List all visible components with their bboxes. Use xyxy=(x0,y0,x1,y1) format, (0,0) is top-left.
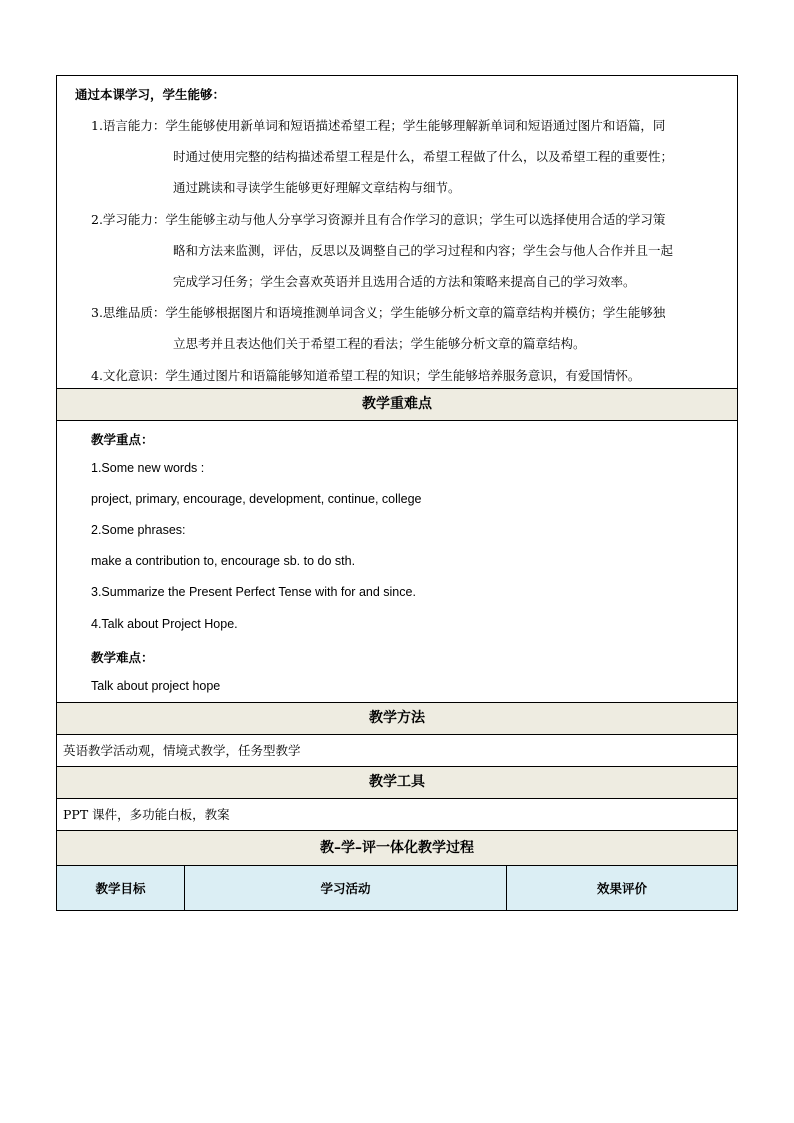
focus-header: 教学重难点 xyxy=(56,388,738,420)
difficult-point: Talk about project hope xyxy=(91,679,221,693)
focus-item: 2.Some phrases: xyxy=(91,523,186,537)
goal-line: 1.语言能力：学生能够使用新单词和短语描述希望工程；学生能够理解新单词和短语通过图片和语篇，同 xyxy=(91,118,666,133)
focus-section xyxy=(56,420,738,702)
tools-text: PPT 课件，多功能白板，教案 xyxy=(56,798,738,830)
goal-line: 2.学习能力：学生能够主动与他人分享学习资源并且有合作学习的意识；学生可以选择使用合适的学习策 xyxy=(91,212,666,227)
method-text: 英语教学活动观，情境式教学，任务型教学 xyxy=(56,734,738,766)
process-header: 教–学–评一体化教学过程 xyxy=(56,830,738,865)
focus-item: 3.Summarize the Present Perfect Tense with for and since. xyxy=(91,585,416,599)
goal-line: 完成学习任务；学生会喜欢英语并且选用合适的方法和策略来提高自己的学习效率。 xyxy=(173,274,636,289)
goal-line: 时通过使用完整的结构描述希望工程是什么，希望工程做了什么，以及希望工程的重要性； xyxy=(173,149,674,164)
learning-goals-section xyxy=(56,75,738,388)
goal-line: 略和方法来监测，评估，反思以及调整自己的学习过程和内容；学生会与他人合作并且一起 xyxy=(173,243,674,258)
focus-item: 4.Talk about Project Hope. xyxy=(91,617,238,631)
lesson-plan-table xyxy=(56,75,738,911)
goal-line: 通过跳读和寻读学生能够更好理解文章结构与细节。 xyxy=(173,180,461,195)
goal-line: 3.思维品质：学生能够根据图片和语境推测单词含义；学生能够分析文章的篇章结构并模仿；学生能够独 xyxy=(91,305,666,320)
method-header: 教学方法 xyxy=(56,702,738,734)
process-column-headers xyxy=(56,865,738,911)
goal-line: 立思考并且表达他们关于希望工程的看法；学生能够分析文章的篇章结构。 xyxy=(173,336,586,351)
column-header: 教学目标 xyxy=(57,866,185,910)
tools-header: 教学工具 xyxy=(56,766,738,798)
column-header: 学习活动 xyxy=(185,866,507,910)
goals-intro: 通过本课学习，学生能够： xyxy=(75,87,226,102)
difficult-points-label: 教学难点： xyxy=(91,650,154,665)
focus-item: make a contribution to, encourage sb. to do sth. xyxy=(91,554,356,568)
column-header: 效果评价 xyxy=(596,881,647,896)
goal-line: 4.文化意识：学生通过图片和语篇能够知道希望工程的知识；学生能够培养服务意识，有爱国情怀。 xyxy=(91,368,641,383)
focus-item: 1.Some new words : xyxy=(91,461,205,475)
key-points-label: 教学重点： xyxy=(91,432,154,447)
focus-item: project, primary, encourage, development, continue, college xyxy=(91,492,422,506)
